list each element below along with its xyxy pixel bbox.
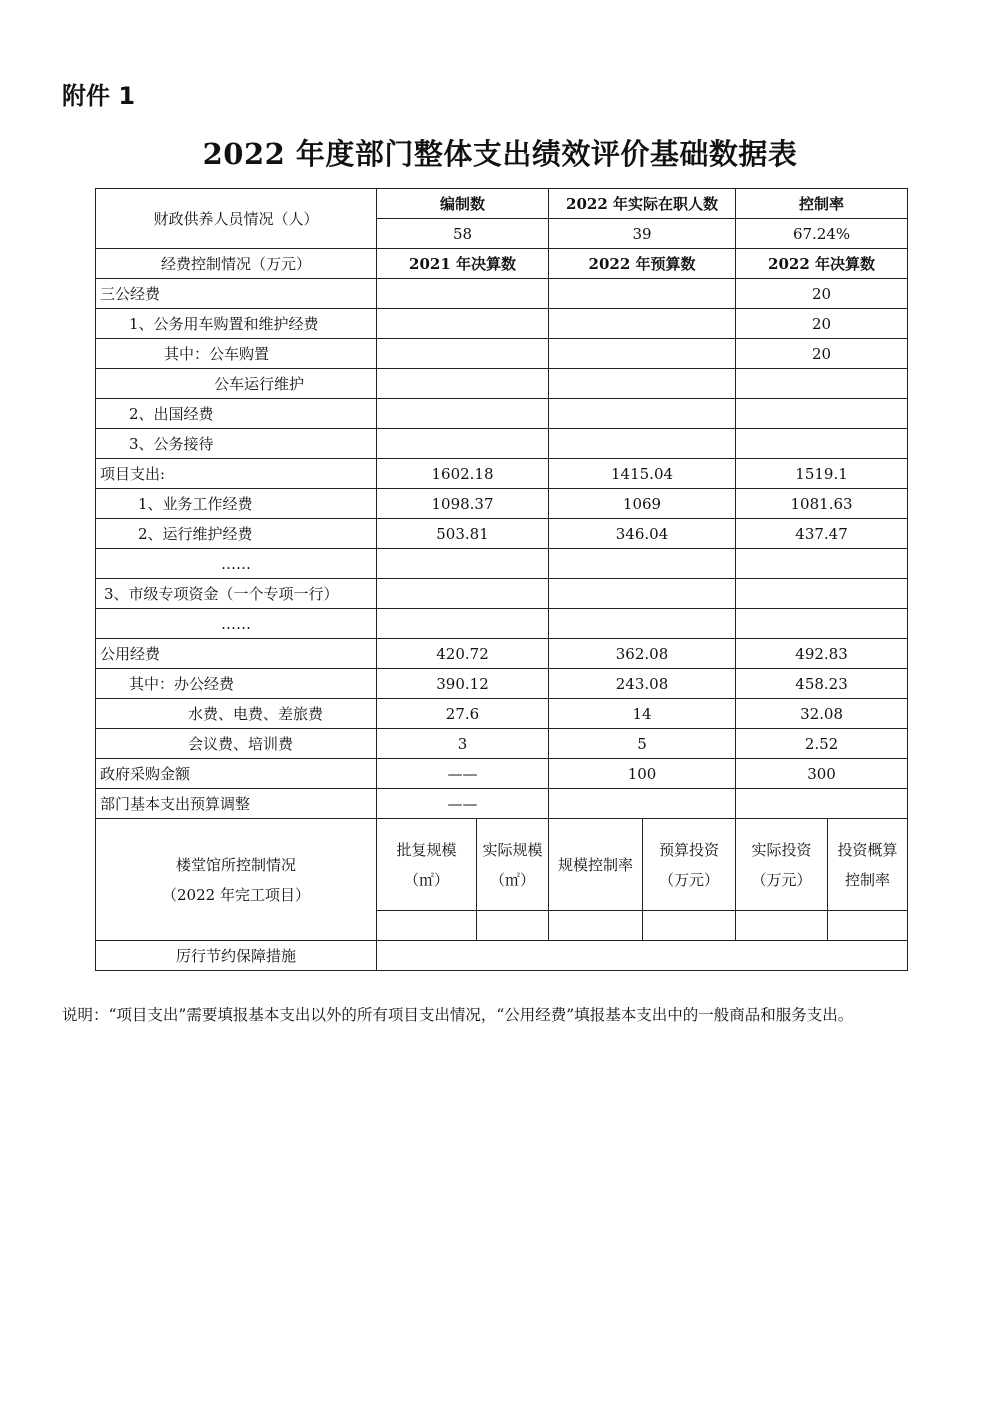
row-value-2022-budget [549, 549, 736, 579]
data-table [95, 188, 908, 971]
row-label: 政府采购金额 [96, 759, 377, 789]
row-value-2022-budget: 1415.04 [549, 459, 736, 489]
attachment-label: 附件 1 [62, 82, 136, 110]
row-label: 三公经费 [96, 279, 377, 309]
building-value-cell [828, 911, 908, 941]
table-row [96, 369, 908, 399]
row-label: 2、出国经费 [96, 399, 377, 429]
table-row [96, 549, 908, 579]
row-value-2022-final: 1081.63 [736, 489, 908, 519]
row-value-2022-final [736, 369, 908, 399]
row-value-2021: 390.12 [377, 669, 549, 699]
table-row [96, 459, 908, 489]
row-value-2022-budget [549, 429, 736, 459]
table-row [96, 279, 908, 309]
row-value-2022-final [736, 399, 908, 429]
row-value-2021: —— [377, 759, 549, 789]
row-value-2022-budget: 5 [549, 729, 736, 759]
building-header-actual-investment: 实际投资（万元） [736, 819, 828, 911]
row-value-2022-final: 2.52 [736, 729, 908, 759]
table-row [96, 639, 908, 669]
row-label: 3、市级专项资金（一个专项一行） [96, 579, 377, 609]
building-value-cell [377, 911, 477, 941]
row-value-2022-budget: 243.08 [549, 669, 736, 699]
row-value-2022-budget [549, 609, 736, 639]
row-value-2022-final: 458.23 [736, 669, 908, 699]
table-row [96, 609, 908, 639]
row-value-2021 [377, 309, 549, 339]
funds-header-row [96, 249, 908, 279]
row-label: 会议费、培训费 [96, 729, 377, 759]
row-value-2022-budget: 362.08 [549, 639, 736, 669]
row-value-2021 [377, 339, 549, 369]
row-value-2022-final [736, 579, 908, 609]
row-value-2022-budget [549, 789, 736, 819]
table-row [96, 729, 908, 759]
row-value-2021: 420.72 [377, 639, 549, 669]
building-value-cell [549, 911, 643, 941]
staff-header-actual: 2022 年实际在职人数 [549, 189, 736, 219]
row-value-2022-final: 300 [736, 759, 908, 789]
row-label: …… [96, 549, 377, 579]
row-value-2022-final [736, 549, 908, 579]
table-row [96, 429, 908, 459]
row-value-2021: 27.6 [377, 699, 549, 729]
building-header-actual-scale: 实际规模（㎡） [477, 819, 549, 911]
row-label: 其中：公车购置 [96, 339, 377, 369]
row-value-2021 [377, 399, 549, 429]
row-label: 水费、电费、差旅费 [96, 699, 377, 729]
footnote: 说明：“项目支出”需要填报基本支出以外的所有项目支出情况，“公用经费”填报基本支出中的一般商品和服务支出。 [62, 1006, 854, 1024]
row-label: 部门基本支出预算调整 [96, 789, 377, 819]
row-value-2021: 503.81 [377, 519, 549, 549]
row-label: 项目支出: [96, 459, 377, 489]
row-value-2021: 1602.18 [377, 459, 549, 489]
row-label: …… [96, 609, 377, 639]
building-header-budget-investment: 预算投资（万元） [643, 819, 736, 911]
thrift-value [377, 941, 908, 971]
funds-label: 经费控制情况（万元） [96, 249, 377, 279]
row-value-2022-final [736, 789, 908, 819]
row-label: 公车运行维护 [96, 369, 377, 399]
table-row [96, 669, 908, 699]
building-header-investment-rate: 投资概算控制率 [828, 819, 908, 911]
funds-header-2022-budget: 2022 年预算数 [549, 249, 736, 279]
staff-value-quota: 58 [377, 219, 549, 249]
thrift-row [96, 941, 908, 971]
funds-header-2022-final: 2022 年决算数 [736, 249, 908, 279]
table-row [96, 789, 908, 819]
row-value-2022-final: 20 [736, 309, 908, 339]
row-label: 2、运行维护经费 [96, 519, 377, 549]
row-value-2021 [377, 579, 549, 609]
row-label: 1、公务用车购置和维护经费 [96, 309, 377, 339]
building-value-cell [643, 911, 736, 941]
building-header-approved-scale: 批复规模（㎡） [377, 819, 477, 911]
row-value-2022-budget: 14 [549, 699, 736, 729]
table-row [96, 519, 908, 549]
row-value-2022-budget: 346.04 [549, 519, 736, 549]
table-row [96, 579, 908, 609]
staff-value-actual: 39 [549, 219, 736, 249]
row-label: 其中：办公经费 [96, 669, 377, 699]
row-label: 3、公务接待 [96, 429, 377, 459]
row-value-2022-final [736, 429, 908, 459]
staff-header-quota: 编制数 [377, 189, 549, 219]
row-value-2021: 3 [377, 729, 549, 759]
row-value-2022-final: 1519.1 [736, 459, 908, 489]
building-header-row [96, 819, 908, 911]
table-row [96, 399, 908, 429]
row-value-2022-budget [549, 369, 736, 399]
table-row [96, 489, 908, 519]
row-value-2022-final [736, 609, 908, 639]
building-header-scale-rate: 规模控制率 [549, 819, 643, 911]
building-value-cell [477, 911, 549, 941]
table-row [96, 759, 908, 789]
row-value-2022-final: 20 [736, 339, 908, 369]
row-value-2022-budget [549, 309, 736, 339]
funds-header-2021: 2021 年决算数 [377, 249, 549, 279]
building-value-cell [736, 911, 828, 941]
row-value-2022-budget [549, 279, 736, 309]
row-value-2022-final: 20 [736, 279, 908, 309]
row-value-2021 [377, 549, 549, 579]
staff-header-rate: 控制率 [736, 189, 908, 219]
building-label [96, 819, 377, 941]
row-value-2021 [377, 279, 549, 309]
row-value-2022-final: 492.83 [736, 639, 908, 669]
page-title: 2022 年度部门整体支出绩效评价基础数据表 [202, 137, 798, 171]
building-label-line2: （2022 年完工项目） [162, 885, 310, 904]
row-value-2022-final: 32.08 [736, 699, 908, 729]
row-value-2022-budget [549, 399, 736, 429]
row-value-2022-budget: 100 [549, 759, 736, 789]
row-value-2022-budget [549, 579, 736, 609]
table-row [96, 309, 908, 339]
building-label-line1: 楼堂馆所控制情况 [175, 855, 296, 874]
row-label: 公用经费 [96, 639, 377, 669]
thrift-label: 厉行节约保障措施 [96, 941, 377, 971]
row-label: 1、业务工作经费 [96, 489, 377, 519]
row-value-2021: —— [377, 789, 549, 819]
row-value-2021 [377, 369, 549, 399]
table-row [96, 699, 908, 729]
row-value-2022-final: 437.47 [736, 519, 908, 549]
row-value-2021 [377, 429, 549, 459]
row-value-2021: 1098.37 [377, 489, 549, 519]
row-value-2022-budget: 1069 [549, 489, 736, 519]
table-row [96, 339, 908, 369]
staff-header-row [96, 189, 908, 219]
row-value-2021 [377, 609, 549, 639]
staff-label: 财政供养人员情况（人） [96, 189, 377, 249]
staff-value-rate: 67.24% [736, 219, 908, 249]
row-value-2022-budget [549, 339, 736, 369]
